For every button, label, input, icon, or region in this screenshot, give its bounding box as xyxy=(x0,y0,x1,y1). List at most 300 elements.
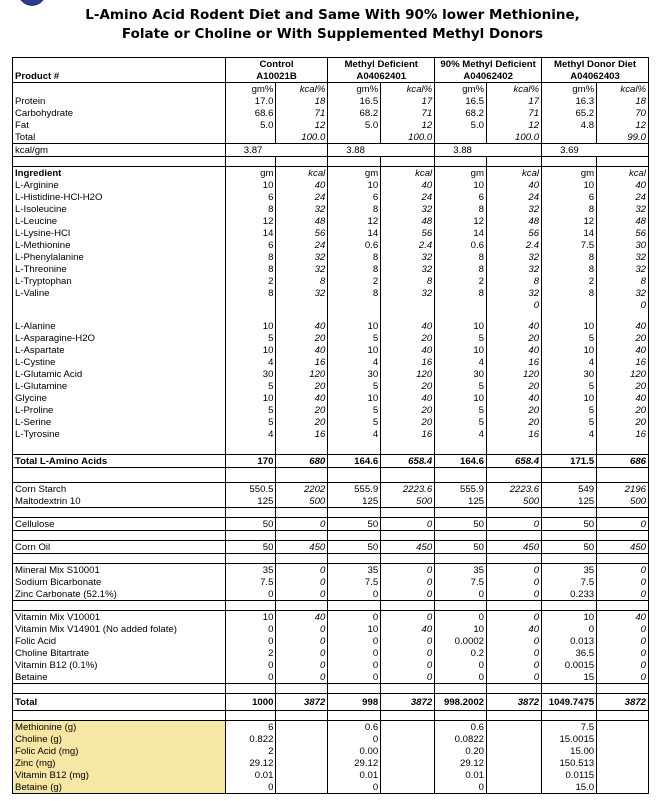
row-label: Cellulose xyxy=(13,518,226,531)
empty-cell xyxy=(597,781,649,794)
row-label: Carbohydrate xyxy=(13,107,226,119)
kcal-cell: 40 xyxy=(487,320,542,332)
kcal-cell: 3872 xyxy=(597,694,649,711)
kcal-cell: 32 xyxy=(597,203,649,215)
gm-cell: 35 xyxy=(435,564,487,577)
gm-cell: 14 xyxy=(328,227,381,239)
nutrient-value: 0 xyxy=(225,781,276,794)
row-label: L-Cystine xyxy=(13,356,226,368)
gm-cell: 0.6 xyxy=(328,239,381,251)
gm-cell: 0 xyxy=(328,671,381,684)
empty-cell xyxy=(435,531,487,541)
gm-cell: 14 xyxy=(542,227,597,239)
gm-cell: 8 xyxy=(435,203,487,215)
gm-cell: 10 xyxy=(328,623,381,635)
kcal-cell: 0 xyxy=(487,659,542,671)
kcal-cell: 0 xyxy=(487,576,542,588)
kcal-cell: 32 xyxy=(276,263,328,275)
gm-cell: 10 xyxy=(328,179,381,191)
gm-cell: 50 xyxy=(225,541,276,554)
gm-cell: 30 xyxy=(435,368,487,380)
gm-cell: 36.5 xyxy=(542,647,597,659)
row-label: L-Glutamic Acid xyxy=(13,368,226,380)
empty-cell xyxy=(542,684,597,694)
gm-cell: 8 xyxy=(435,287,487,299)
gm-cell: 5 xyxy=(225,416,276,428)
kcal-cell: 680 xyxy=(276,455,328,468)
gm-cell: 10 xyxy=(435,179,487,191)
amino-acid-row xyxy=(13,263,649,275)
gm-cell: 10 xyxy=(542,611,597,624)
kcal-cell: 40 xyxy=(381,392,435,404)
kcal-cell: 20 xyxy=(597,416,649,428)
carbohydrate-row xyxy=(13,495,649,508)
kcal-cell: 16 xyxy=(276,428,328,440)
logo-mark xyxy=(18,0,46,6)
unit-label: gm% xyxy=(542,83,597,96)
kcal-cell: 0 xyxy=(597,576,649,588)
kcal-cell: 20 xyxy=(487,332,542,344)
row-label: Fat xyxy=(13,119,226,131)
gm-cell xyxy=(225,131,276,144)
kcal-cell: 40 xyxy=(276,320,328,332)
kcal-cell: 100.0 xyxy=(276,131,328,144)
empty-cell xyxy=(487,601,542,611)
empty-cell xyxy=(13,83,226,96)
gm-cell: 5 xyxy=(542,380,597,392)
kcal-cell: 100.0 xyxy=(487,131,542,144)
empty-cell xyxy=(276,769,328,781)
row-label: L-Tryptophan xyxy=(13,275,226,287)
gm-cell: 10 xyxy=(435,623,487,635)
vitamin-row xyxy=(13,635,649,647)
empty-cell xyxy=(328,601,381,611)
nutrient-value: 0.01 xyxy=(435,769,487,781)
kcal-cell: 686 xyxy=(597,455,649,468)
mineral-row xyxy=(13,588,649,601)
nutrient-label: Betaine (g) xyxy=(13,781,226,794)
gm-cell: 0 xyxy=(542,623,597,635)
gm-cell: 0.0002 xyxy=(435,635,487,647)
gm-cell: 0 xyxy=(225,623,276,635)
gm-cell: 10 xyxy=(328,320,381,332)
empty-cell xyxy=(276,601,328,611)
empty-cell xyxy=(328,531,381,541)
empty-cell xyxy=(597,684,649,694)
kcal-per-gm-row xyxy=(13,144,649,157)
empty-cell xyxy=(542,711,597,721)
row-label: L-Proline xyxy=(13,404,226,416)
empty-cell xyxy=(225,684,276,694)
gm-cell: 4 xyxy=(435,428,487,440)
column-name: Control xyxy=(225,58,328,71)
gm-cell: 4 xyxy=(328,356,381,368)
kcal-cell: 0 xyxy=(597,518,649,531)
gm-cell: 7.5 xyxy=(435,576,487,588)
gm-cell xyxy=(542,131,597,144)
empty-cell xyxy=(597,769,649,781)
gm-cell: 5.0 xyxy=(435,119,487,131)
gm-cell: 0 xyxy=(435,588,487,601)
gm-cell: 0 xyxy=(328,635,381,647)
gm-cell: 14 xyxy=(435,227,487,239)
empty-cell xyxy=(276,781,328,794)
empty-cell xyxy=(276,157,328,167)
empty-cell xyxy=(13,58,226,71)
gm-cell: 5 xyxy=(225,380,276,392)
nutrient-value: 150.513 xyxy=(542,757,597,769)
kcal-cell: 2223.6 xyxy=(381,483,435,496)
unit-label: kcal% xyxy=(487,83,542,96)
gm-cell: 10 xyxy=(225,611,276,624)
gm-cell: 0 xyxy=(225,659,276,671)
amino-acid-row xyxy=(13,344,649,356)
row-label: Total xyxy=(13,694,226,711)
empty-cell xyxy=(381,601,435,611)
gm-cell: 10 xyxy=(542,392,597,404)
nutrient-value: 0.6 xyxy=(435,721,487,734)
gm-cell: 8 xyxy=(435,263,487,275)
nutrient-value: 7.5 xyxy=(542,721,597,734)
kcal-cell: 2202 xyxy=(276,483,328,496)
nutrient-value: 29.12 xyxy=(435,757,487,769)
kcal-cell: 0 xyxy=(487,635,542,647)
gm-cell: 30 xyxy=(328,368,381,380)
row-label: Vitamin B12 (0.1%) xyxy=(13,659,226,671)
gm-cell: 7.5 xyxy=(542,239,597,251)
empty-cell xyxy=(328,157,381,167)
empty-cell xyxy=(328,468,381,483)
gm-cell: 68.2 xyxy=(435,107,487,119)
gm-cell: 2 xyxy=(225,647,276,659)
empty-cell xyxy=(13,299,226,311)
kcal-cell: 8 xyxy=(381,275,435,287)
kcal-cell: 20 xyxy=(487,416,542,428)
kcal-cell: 450 xyxy=(597,541,649,554)
value-cell xyxy=(276,299,328,311)
empty-cell xyxy=(435,157,487,167)
empty-cell xyxy=(225,157,276,167)
nutrient-value: 0 xyxy=(328,781,381,794)
row-label: kcal/gm xyxy=(13,144,226,157)
kcal-cell: 30 xyxy=(597,239,649,251)
kcal-cell: 20 xyxy=(276,404,328,416)
gm-cell: 2 xyxy=(328,275,381,287)
kcal-cell: 450 xyxy=(487,541,542,554)
kcal-cell: 32 xyxy=(487,203,542,215)
kcal-cell: 0 xyxy=(487,671,542,684)
empty-cell xyxy=(328,508,381,518)
gm-cell: 4 xyxy=(542,356,597,368)
gm-cell: 5 xyxy=(435,404,487,416)
gm-cell: 6 xyxy=(225,191,276,203)
kcal-cell: 71 xyxy=(276,107,328,119)
kcal-cell: 120 xyxy=(381,368,435,380)
kcal-cell: 16 xyxy=(381,428,435,440)
gm-cell: 555.9 xyxy=(435,483,487,496)
unit-label: gm xyxy=(328,167,381,180)
kcal-cell: 16 xyxy=(597,356,649,368)
empty-cell xyxy=(276,721,328,734)
empty-cell xyxy=(597,468,649,483)
row-label: Choline Bitartrate xyxy=(13,647,226,659)
unit-label: kcal xyxy=(487,167,542,180)
spacer-row xyxy=(13,440,649,455)
empty-cell xyxy=(276,745,328,757)
empty-cell xyxy=(381,684,435,694)
empty-cell xyxy=(381,440,435,455)
empty-cell xyxy=(597,733,649,745)
gm-cell: 4 xyxy=(225,428,276,440)
kcal-cell: 0 xyxy=(597,635,649,647)
kcal-cell: 120 xyxy=(487,368,542,380)
empty-cell xyxy=(435,508,487,518)
zero-row xyxy=(13,299,649,311)
gm-cell: 35 xyxy=(328,564,381,577)
gm-cell: 8 xyxy=(225,263,276,275)
nutrient-value: 0.0822 xyxy=(435,733,487,745)
empty-cell xyxy=(542,554,597,564)
spacer-row xyxy=(13,554,649,564)
amino-acid-row xyxy=(13,356,649,368)
amino-acid-row xyxy=(13,320,649,332)
kcal-cell: 0 xyxy=(487,564,542,577)
kcal-cell: 40 xyxy=(487,623,542,635)
value-cell: 0 xyxy=(597,299,649,311)
kcal-cell: 0 xyxy=(381,671,435,684)
row-label: Vitamin Mix V14901 (No added folate) xyxy=(13,623,226,635)
product-code: A10021B xyxy=(225,70,328,83)
kcal-cell: 40 xyxy=(381,623,435,635)
empty-cell xyxy=(276,684,328,694)
gm-cell: 8 xyxy=(435,251,487,263)
empty-cell xyxy=(487,311,542,320)
kcal-cell: 12 xyxy=(487,119,542,131)
gm-cell: 0 xyxy=(328,588,381,601)
gm-cell: 12 xyxy=(225,215,276,227)
nutrient-summary-row xyxy=(13,781,649,794)
amino-acid-row xyxy=(13,332,649,344)
empty-cell xyxy=(597,531,649,541)
gm-cell: 6 xyxy=(435,191,487,203)
gm-cell: 10 xyxy=(435,344,487,356)
kcal-cell: 500 xyxy=(276,495,328,508)
empty-cell xyxy=(435,468,487,483)
kcal-cell: 450 xyxy=(276,541,328,554)
empty-cell xyxy=(435,711,487,721)
amino-acid-row xyxy=(13,215,649,227)
amino-acid-row xyxy=(13,203,649,215)
empty-cell xyxy=(328,554,381,564)
empty-cell xyxy=(13,601,226,611)
kcal-cell: 40 xyxy=(381,179,435,191)
row-label: Corn Oil xyxy=(13,541,226,554)
gm-cell: 125 xyxy=(225,495,276,508)
gm-cell: 0 xyxy=(225,588,276,601)
kcal-cell: 658.4 xyxy=(487,455,542,468)
empty-cell xyxy=(225,554,276,564)
nutrient-value: 0.822 xyxy=(225,733,276,745)
kcal-cell: 0 xyxy=(381,635,435,647)
gm-cell: 5 xyxy=(328,332,381,344)
nutrient-value: 6 xyxy=(225,721,276,734)
gm-cell: 50 xyxy=(542,518,597,531)
gm-cell: 0.0015 xyxy=(542,659,597,671)
empty-cell xyxy=(542,157,597,167)
gm-cell: 0.6 xyxy=(435,239,487,251)
gm-cell: 12 xyxy=(328,215,381,227)
gm-cell: 125 xyxy=(328,495,381,508)
kcal-cell: 32 xyxy=(276,203,328,215)
kcal-cell: 17 xyxy=(487,95,542,107)
empty-cell xyxy=(225,311,276,320)
gm-cell: 5 xyxy=(328,380,381,392)
product-label: Product # xyxy=(13,70,226,83)
kcal-cell: 0 xyxy=(381,588,435,601)
empty-cell xyxy=(381,554,435,564)
kcal-cell: 32 xyxy=(487,287,542,299)
gm-cell: 10 xyxy=(328,344,381,356)
gm-cell: 0 xyxy=(435,671,487,684)
empty-cell xyxy=(487,711,542,721)
nutrient-value: 0 xyxy=(328,733,381,745)
gm-cell: 14 xyxy=(225,227,276,239)
row-label: Betaine xyxy=(13,671,226,684)
kcal-cell: 16 xyxy=(276,356,328,368)
value-cell xyxy=(328,299,381,311)
amino-acid-row xyxy=(13,428,649,440)
empty-cell xyxy=(276,508,328,518)
empty-cell xyxy=(381,745,435,757)
gm-cell: 10 xyxy=(225,320,276,332)
empty-cell xyxy=(597,157,649,167)
kcal-cell: 0 xyxy=(597,564,649,577)
kcal-cell: 40 xyxy=(381,344,435,356)
nutrient-label: Folic Acid (mg) xyxy=(13,745,226,757)
row-label: Total L-Amino Acids xyxy=(13,455,226,468)
unit-label: kcal% xyxy=(276,83,328,96)
empty-cell xyxy=(542,508,597,518)
diet-formula-table xyxy=(12,57,649,794)
gm-cell: 8 xyxy=(225,203,276,215)
kcal-cell: 20 xyxy=(381,332,435,344)
empty-cell xyxy=(381,733,435,745)
empty-cell xyxy=(487,440,542,455)
gm-cell: 15 xyxy=(542,671,597,684)
spacer-row xyxy=(13,601,649,611)
kcal-cell: 500 xyxy=(381,495,435,508)
kcal-cell: 500 xyxy=(597,495,649,508)
gm-cell: 5 xyxy=(435,416,487,428)
kcal-cell: 120 xyxy=(276,368,328,380)
nutrient-summary-row xyxy=(13,757,649,769)
gm-cell: 50 xyxy=(225,518,276,531)
kcal-cell: 20 xyxy=(381,404,435,416)
kcal-cell: 2196 xyxy=(597,483,649,496)
gm-cell xyxy=(435,131,487,144)
row-label: L-Threonine xyxy=(13,263,226,275)
kcal-cell: 32 xyxy=(487,263,542,275)
kcal-cell: 32 xyxy=(487,251,542,263)
gm-cell: 10 xyxy=(435,392,487,404)
gm-cell: 0 xyxy=(328,647,381,659)
vitamin-row xyxy=(13,659,649,671)
empty-cell xyxy=(597,508,649,518)
empty-cell xyxy=(487,757,542,769)
empty-cell xyxy=(487,468,542,483)
kcal-cell: 20 xyxy=(487,404,542,416)
row-label: L-Lysine-HCl xyxy=(13,227,226,239)
gm-cell: 1000 xyxy=(225,694,276,711)
gm-cell: 4 xyxy=(225,356,276,368)
kcal-cell: 120 xyxy=(597,368,649,380)
amino-acid-row xyxy=(13,368,649,380)
unit-label: gm xyxy=(542,167,597,180)
kcal-cell: 0 xyxy=(381,518,435,531)
kcal-cell: 32 xyxy=(597,287,649,299)
kcal-cell: 32 xyxy=(381,263,435,275)
kcal-cell: 20 xyxy=(381,380,435,392)
gm-cell: 0 xyxy=(435,659,487,671)
kcal-cell: 32 xyxy=(381,203,435,215)
empty-cell xyxy=(328,711,381,721)
kcal-cell: 56 xyxy=(381,227,435,239)
gm-cell: 8 xyxy=(225,251,276,263)
empty-cell xyxy=(381,769,435,781)
empty-cell xyxy=(13,684,226,694)
mineral-row xyxy=(13,576,649,588)
vitamin-row xyxy=(13,671,649,684)
gm-cell: 5.0 xyxy=(225,119,276,131)
nutrient-label: Methionine (g) xyxy=(13,721,226,734)
macro-row xyxy=(13,107,649,119)
kcal-cell: 8 xyxy=(597,275,649,287)
empty-cell xyxy=(276,440,328,455)
kcal-cell: 0 xyxy=(276,564,328,577)
kcal-cell: 40 xyxy=(276,344,328,356)
product-code: A04062402 xyxy=(435,70,542,83)
gm-cell: 7.5 xyxy=(542,576,597,588)
gm-cell: 16.5 xyxy=(328,95,381,107)
gm-cell: 30 xyxy=(225,368,276,380)
kcal-cell: 40 xyxy=(487,344,542,356)
empty-cell xyxy=(487,684,542,694)
gm-cell: 10 xyxy=(542,179,597,191)
kcal-cell: 40 xyxy=(597,392,649,404)
kcal-cell: 71 xyxy=(487,107,542,119)
empty-cell xyxy=(381,508,435,518)
kcal-cell: 56 xyxy=(597,227,649,239)
kcal-gm-value: 3.88 xyxy=(435,144,542,157)
kcal-cell: 0 xyxy=(276,659,328,671)
kcal-cell: 24 xyxy=(597,191,649,203)
gm-cell: 998 xyxy=(328,694,381,711)
kcal-gm-value: 3.69 xyxy=(542,144,649,157)
value-cell: 0 xyxy=(487,299,542,311)
nutrient-value: 15.0 xyxy=(542,781,597,794)
empty-cell xyxy=(487,554,542,564)
empty-cell xyxy=(542,311,597,320)
kcal-cell: 48 xyxy=(487,215,542,227)
gm-cell: 1049.7475 xyxy=(542,694,597,711)
amino-acid-row xyxy=(13,275,649,287)
kcal-cell: 40 xyxy=(597,320,649,332)
empty-cell xyxy=(381,157,435,167)
empty-cell xyxy=(597,554,649,564)
empty-cell xyxy=(225,468,276,483)
gm-cell: 0 xyxy=(225,635,276,647)
row-label: L-Asparagine-H2O xyxy=(13,332,226,344)
